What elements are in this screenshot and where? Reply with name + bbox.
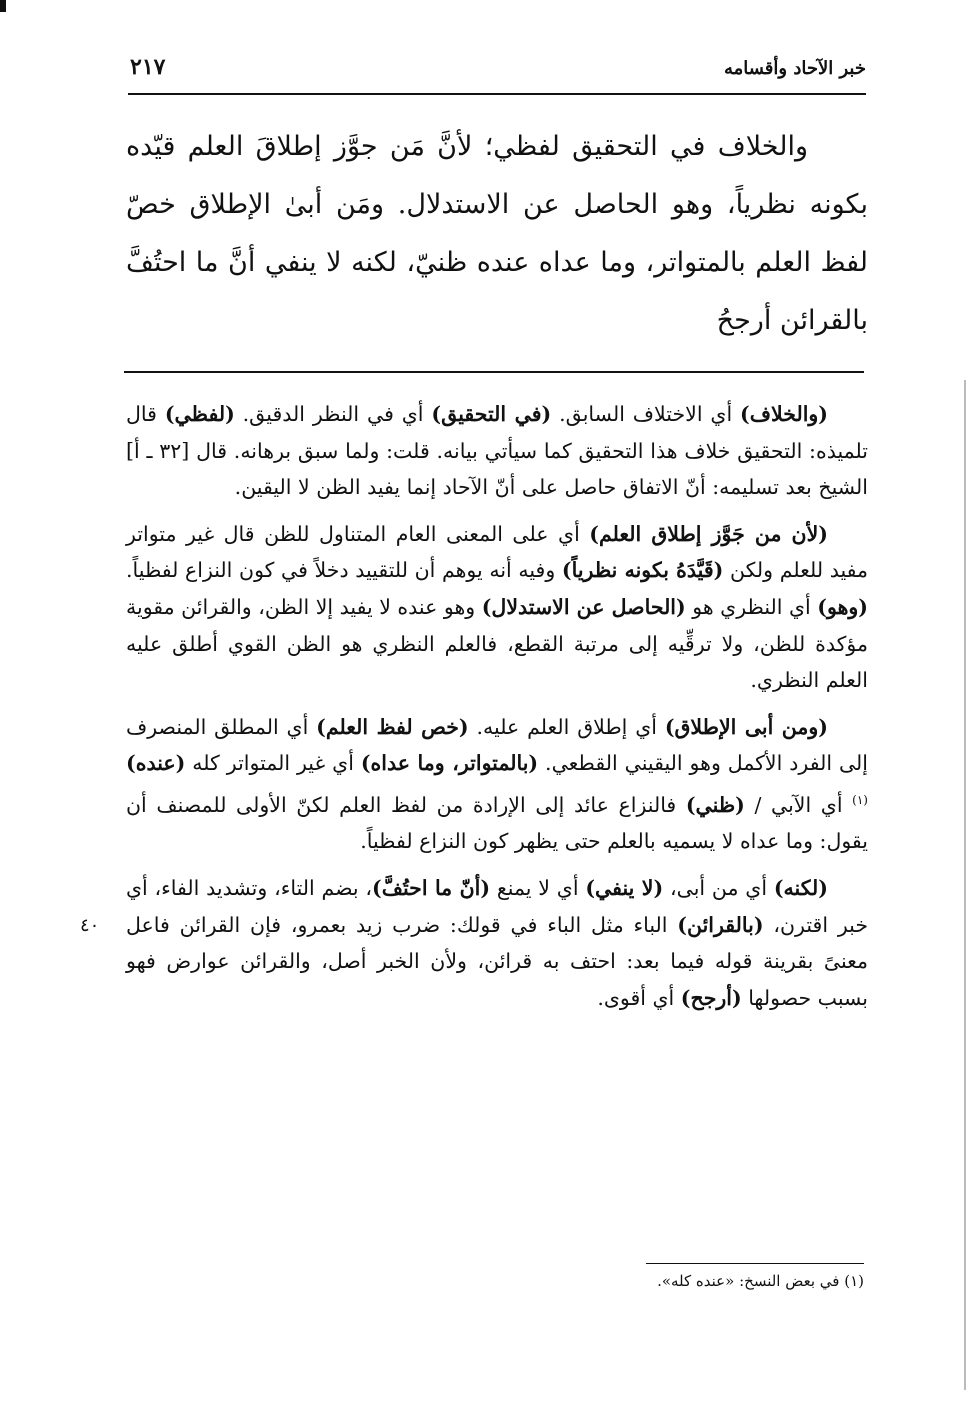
lemma-quote: (لكنه)	[773, 875, 828, 900]
lemma-quote: (عنده)	[126, 751, 186, 776]
commentary-text: أي على المعنى العام المتناول للظن قال غير متواتر مفيد للعلم ولكن	[126, 521, 868, 583]
page-number: ٢١٧	[130, 54, 166, 80]
commentary-text: أي أقوى.	[597, 985, 681, 1010]
commentary-text: أي في النظر الدقيق.	[234, 402, 432, 426]
commentary-text: أي الاختلاف السابق.	[551, 402, 741, 426]
commentary-text: أي إطلاق العلم عليه.	[468, 714, 665, 739]
footnote-ref: (١)	[852, 792, 868, 807]
main-text-block	[126, 118, 868, 350]
page-edge-shadow	[964, 380, 966, 1390]
commentary-text: الباء مثل الباء في قولك: ضرب زيد بعمرو، فإن القرائن فاعل معنىً بقرينة قوله فيما بعد: احتف به قرائن، ولأن الخبر أصل، والقرائن عوارض فهو بسبب حصولها	[126, 912, 868, 1010]
commentary-paragraph	[126, 396, 868, 506]
lemma-quote: (والخلاف)	[740, 402, 829, 426]
commentary-text: قال تلميذه: التحقيق خلاف هذا التحقيق كما سيأتي بيانه. قلت: ولما سبق برهانه. قال [٣٢ ـ أ] الشيخ بعد تسليمه: أنّ الاتفاق حاصل على أنّ الآحاد إنما يفيد الظن لا اليقين.	[126, 402, 868, 500]
main-paragraph	[126, 118, 868, 350]
commentary-paragraph	[126, 709, 868, 860]
header-rule	[128, 93, 866, 95]
lemma-quote: (وهو)	[817, 594, 868, 619]
commentary-text: أي من أبى،	[663, 875, 774, 900]
commentary-paragraph	[126, 870, 868, 1016]
corner-mark	[0, 0, 6, 12]
commentary-text: ، بضم التاء، وتشديد الفاء، أي خبر اقترن،	[126, 875, 868, 937]
lemma-quote: (أنّ ما احتُفَّ)	[372, 875, 491, 900]
lemma-quote: (بالقرائن)	[677, 912, 764, 937]
manuscript-folio-number: ٤٠	[80, 915, 100, 936]
commentary-text: وفيه أنه يوهم أن للتقييد دخلاً في كون النزاع لفظياً.	[126, 558, 562, 583]
lemma-quote: (بالمتواتر، وما عداه)	[360, 751, 539, 776]
commentary-paragraph	[126, 516, 868, 699]
footnote: (١) في بعض النسخ: «عنده كله».	[657, 1272, 864, 1290]
running-header	[128, 48, 866, 92]
section-separator	[124, 371, 864, 373]
lemma-quote: (ظني)	[685, 792, 745, 817]
commentary-block	[126, 396, 868, 1026]
main-text: والخلاف في التحقيق لفظي؛ لأنَّ مَن جوَّز إطلاقَ العلم قيّده بكونه نظرياً، وهو الحاصل عن الاستدلال. ومَن أبىٰ الإطلاق خصّ لفظ العلم بالمتواتر، وما عداه عنده ظنيّ، لكنه لا ينفي أنَّ ما احتُفَّ بالقرائن أرجحُ	[126, 131, 868, 336]
lemma-quote: (لأن من جَوَّز إطلاق العلم)	[589, 521, 828, 546]
header-title: خبر الآحاد وأقسامه	[723, 58, 866, 79]
commentary-text: أي الآبي /	[744, 792, 853, 817]
footnote-rule	[646, 1263, 864, 1264]
commentary-text: فالنزاع عائد إلى الإرادة من لفظ العلم لكنّ الأولى للمصنف أن يقول: وما عداه لا يسميه بالعلم حتى يظهر كون النزاع لفظياً.	[126, 792, 868, 854]
lemma-quote: (ومن أبى الإطلاق)	[664, 714, 828, 739]
commentary-text: أي المطلق المنصرف إلى الفرد الأكمل وهو اليقيني القطعي.	[126, 714, 868, 776]
lemma-quote: (في التحقيق)	[431, 402, 552, 426]
lemma-quote: (الحاصل عن الاستدلال)	[481, 594, 686, 619]
commentary-text: أي غير المتواتر كله	[185, 751, 361, 776]
commentary-text: أي النظري هو	[685, 594, 818, 619]
lemma-quote: (أرجح)	[680, 985, 742, 1010]
lemma-quote: (لفظي)	[164, 402, 235, 426]
commentary-text: أي لا يمنع	[490, 875, 586, 900]
lemma-quote: (خص لفظ العلم)	[316, 714, 469, 739]
lemma-quote: (لا ينفي)	[585, 875, 664, 900]
commentary-text: وهو عنده لا يفيد إلا الظن، والقرائن مقوية مؤكدة للظن، ولا ترقِّيه إلى مرتبة القطع، فالعلم النظري هو الظن القوي أطلق عليه العلم النظري.	[126, 594, 868, 693]
lemma-quote: (قَيَّدَهُ بكونه نظرياً)	[561, 558, 724, 583]
